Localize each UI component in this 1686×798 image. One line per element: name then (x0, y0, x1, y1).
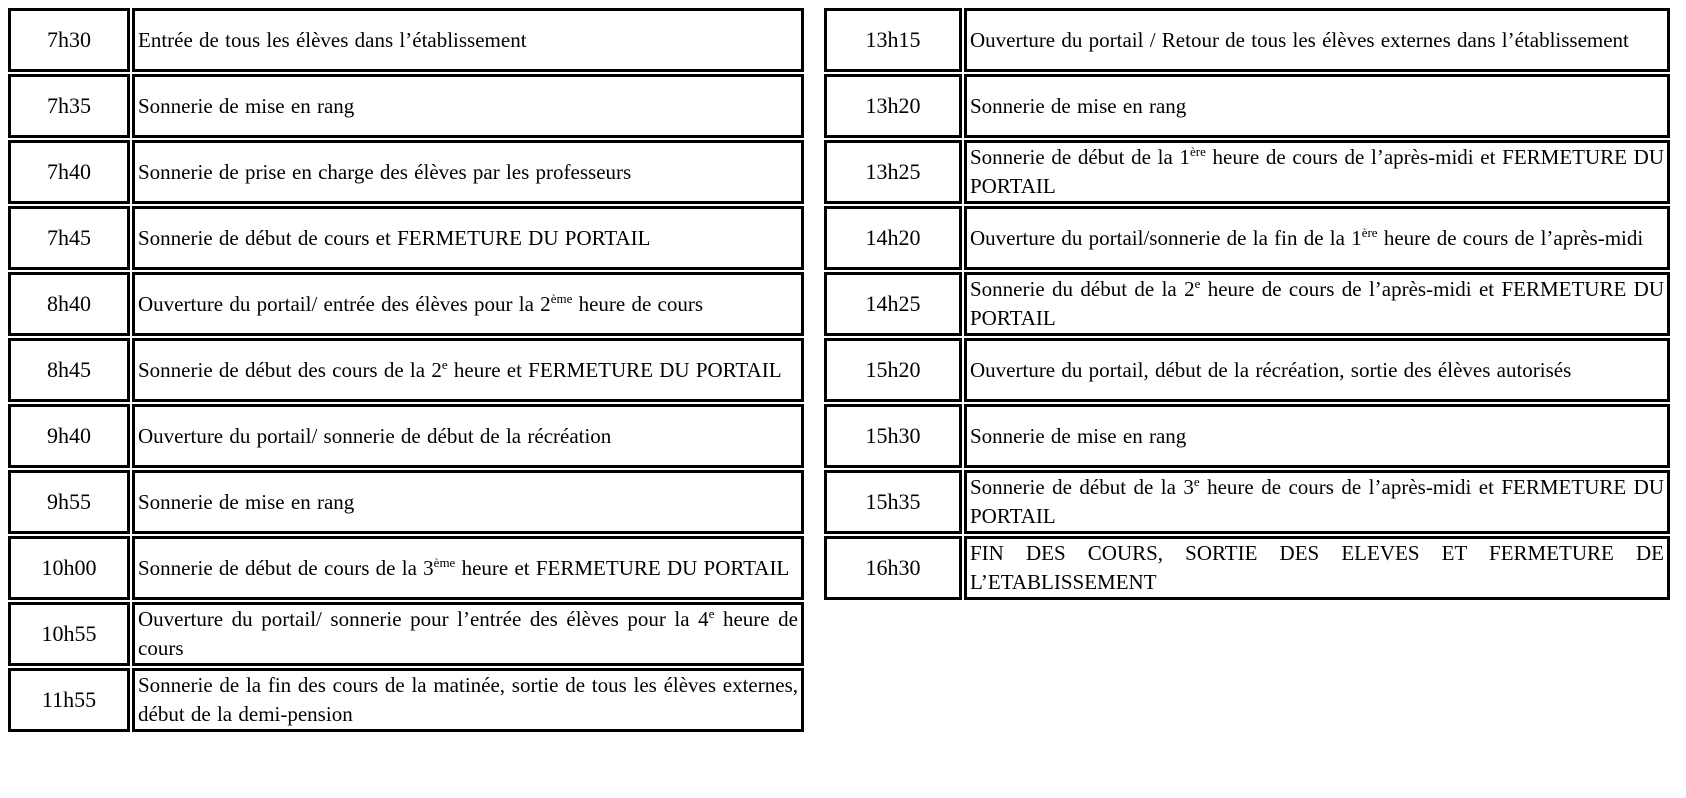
time-cell: 14h25 (824, 272, 962, 336)
description-cell (964, 536, 1670, 600)
description-cell (132, 272, 804, 336)
ordinal-superscript: e (441, 356, 448, 372)
description-text: Entrée de tous les élèves dans l’établissement (138, 27, 527, 52)
ordinal-superscript: e (1193, 474, 1200, 489)
description-text: Sonnerie de mise en rang (138, 489, 355, 514)
description-cell (132, 74, 804, 138)
description-cell (132, 536, 804, 600)
time-cell: 7h35 (8, 74, 130, 138)
description-cell (964, 272, 1670, 336)
description-cell (964, 140, 1670, 204)
description-cell (964, 206, 1670, 270)
time-cell: 13h25 (824, 140, 962, 204)
time-cell: 7h30 (8, 8, 130, 72)
description-text: Ouverture du portail/ entrée des élèves pour la 2ème heure de cours (138, 290, 704, 316)
description-cell (964, 8, 1670, 72)
description-text: Sonnerie de mise en rang (970, 423, 1187, 448)
description-cell (132, 602, 804, 666)
description-cell (132, 206, 804, 270)
description-cell (964, 338, 1670, 402)
description-text: Sonnerie de début de la 3e heure de cours de l’après-midi et FERMETURE DU PORTAIL (970, 474, 1664, 528)
description-text: Ouverture du portail/ sonnerie de début de la récréation (138, 423, 612, 448)
time-cell: 15h20 (824, 338, 962, 402)
ordinal-superscript: ème (433, 554, 456, 570)
description-cell (964, 404, 1670, 468)
description-cell (132, 470, 804, 534)
time-cell: 13h15 (824, 8, 962, 72)
description-text: Sonnerie de mise en rang (138, 93, 355, 118)
time-cell: 16h30 (824, 536, 962, 600)
description-text: Sonnerie de prise en charge des élèves par les professeurs (138, 159, 632, 184)
time-cell: 7h40 (8, 140, 130, 204)
time-cell: 7h45 (8, 206, 130, 270)
ordinal-superscript: e (1194, 276, 1201, 291)
time-cell: 9h55 (8, 470, 130, 534)
ordinal-superscript: e (708, 606, 715, 621)
description-text: Sonnerie de début de cours de la 3ème heure et FERMETURE DU PORTAIL (138, 554, 790, 580)
description-cell (132, 404, 804, 468)
afternoon-schedule-table (824, 8, 1670, 600)
description-text: Sonnerie de début des cours de la 2e heure et FERMETURE DU PORTAIL (138, 356, 782, 382)
time-cell: 15h35 (824, 470, 962, 534)
description-cell (964, 470, 1670, 534)
time-cell: 11h55 (8, 668, 130, 732)
description-cell (132, 8, 804, 72)
time-cell: 9h40 (8, 404, 130, 468)
description-text: Ouverture du portail, début de la récréation, sortie des élèves autorisés (970, 357, 1572, 382)
description-cell (132, 338, 804, 402)
description-text: Sonnerie du début de la 2e heure de cours de l’après-midi et FERMETURE DU PORTAIL (970, 276, 1664, 330)
time-cell: 10h00 (8, 536, 130, 600)
description-text: FIN DES COURS, SORTIE DES ELEVES ET FERMETURE DE L’ETABLISSEMENT (970, 541, 1664, 594)
time-cell: 15h30 (824, 404, 962, 468)
description-text: Sonnerie de la fin des cours de la matinée, sortie de tous les élèves externes, début de la demi-pension (138, 673, 798, 726)
morning-schedule-table (8, 8, 804, 732)
ordinal-superscript: ème (550, 290, 573, 306)
description-text: Ouverture du portail/ sonnerie pour l’entrée des élèves pour la 4e heure de cours (138, 606, 798, 660)
time-cell: 13h20 (824, 74, 962, 138)
description-text: Sonnerie de début de la 1ère heure de cours de l’après-midi et FERMETURE DU PORTAIL (970, 144, 1664, 198)
description-text: Ouverture du portail / Retour de tous les élèves externes dans l’établissement (970, 27, 1629, 52)
description-cell (964, 74, 1670, 138)
time-cell: 10h55 (8, 602, 130, 666)
ordinal-superscript: ère (1189, 144, 1206, 159)
time-cell: 8h45 (8, 338, 130, 402)
ordinal-superscript: ère (1361, 224, 1378, 240)
time-cell: 8h40 (8, 272, 130, 336)
description-text: Sonnerie de mise en rang (970, 93, 1187, 118)
time-cell: 14h20 (824, 206, 962, 270)
description-text: Sonnerie de début de cours et FERMETURE DU PORTAIL (138, 225, 651, 250)
description-text: Ouverture du portail/sonnerie de la fin de la 1ère heure de cours de l’après-midi (970, 224, 1644, 250)
description-cell (132, 140, 804, 204)
description-cell (132, 668, 804, 732)
